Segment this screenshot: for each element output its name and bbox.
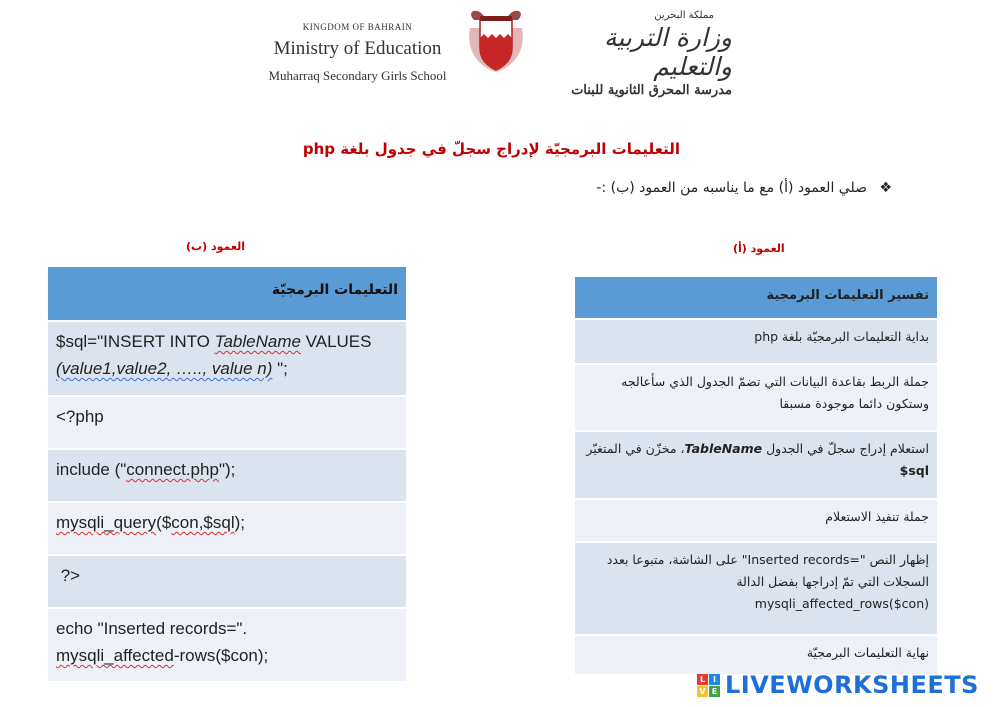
school-en: Muharraq Secondary Girls School — [268, 68, 447, 83]
code-row-include[interactable] — [48, 450, 406, 503]
explanation-row[interactable] — [575, 432, 937, 500]
code-part: <?php — [56, 407, 104, 426]
diamond-bullet-icon: ❖ — [879, 180, 892, 196]
instruction-text: صلي العمود (أ) مع ما يناسبه من العمود (ب) :- — [596, 180, 867, 196]
explanation-row[interactable] — [575, 500, 937, 543]
badge-letter: V — [697, 686, 708, 697]
liveworksheets-wordmark: LIVEWORKSHEETS — [725, 671, 979, 699]
explanation-text: Inserted records= — [747, 552, 860, 567]
school-ar: مدرسة المحرق الثانوية للبنات — [571, 83, 732, 98]
code-part: "; — [272, 359, 288, 378]
code-part: TableName — [214, 332, 301, 351]
code-part: con,$sql — [171, 513, 235, 532]
explanation-text: إظهار النص " — [859, 552, 929, 567]
explanation-text: بداية التعليمات البرمجيّة بلغة php — [754, 329, 929, 344]
explanation-row[interactable] — [575, 543, 937, 636]
code-part: connect.php — [126, 460, 219, 479]
explanation-text: جملة الربط بقاعدة البيانات التي تضمّ الجدول الذي سأعالجه وستكون دائما موجودة مسبقا — [621, 374, 929, 411]
ministry-ar: وزارة التربية والتعليم — [603, 23, 732, 81]
code-row-insert[interactable] — [48, 322, 406, 397]
code-part: mysqli_query — [56, 513, 157, 532]
explanation-text: ، مخزّن في المتغيّر — [586, 441, 685, 456]
badge-letter: I — [709, 674, 720, 685]
code-part: ); — [234, 513, 245, 532]
code-row-php-open[interactable] — [48, 397, 406, 450]
code-part: $sql="INSERT INTO — [56, 332, 215, 351]
column-a-header: تفسير التعليمات البرمجية — [575, 277, 937, 320]
ministry-en: Ministry of Education — [273, 38, 442, 59]
live-badge-icon — [697, 674, 721, 698]
explanation-row[interactable] — [575, 320, 937, 365]
code-part: -rows($con); — [173, 646, 269, 665]
worksheet-title: التعليمات البرمجيّة لإدراج سجلّ في جدول بلغة php — [302, 140, 680, 158]
explanation-text: " على الشاشة، متبوعا بعدد السجلات التي تمّ إدراجها بفضل الدالة — [606, 552, 929, 589]
code-part: ($ — [156, 513, 172, 532]
code-part: (value1,value2, ….., value n) — [56, 359, 273, 378]
code-row-echo[interactable] — [48, 609, 406, 683]
code-row-php-close[interactable] — [48, 556, 406, 609]
instruction — [596, 180, 892, 196]
code-row-query[interactable] — [48, 503, 406, 556]
code-part: VALUES — [300, 332, 372, 351]
code-part: echo "Inserted records=". — [56, 619, 248, 638]
english-header — [240, 16, 475, 84]
code-part: mysqli_affected — [56, 646, 174, 665]
bahrain-emblem-icon — [466, 8, 526, 74]
code-part: ?> — [56, 566, 81, 585]
liveworksheets-logo[interactable] — [697, 670, 997, 704]
explanation-text: جملة تنفيذ الاستعلام — [825, 509, 929, 524]
code-part: include (" — [56, 460, 127, 479]
badge-letter: E — [709, 686, 720, 697]
kingdom-en: KINGDOM OF BAHRAIN — [302, 22, 413, 32]
explanation-text: $sql — [899, 463, 929, 478]
column-b-label: العمود (ب) — [186, 240, 245, 253]
column-b-header: التعليمات البرمجيّة — [48, 267, 406, 322]
arabic-header — [532, 10, 732, 98]
column-b-table — [48, 267, 406, 683]
explanation-text: استعلام إدراج سجلّ في الجدول — [762, 441, 929, 456]
kingdom-ar: مملكة البحرين — [654, 10, 714, 21]
column-a-table — [575, 277, 937, 676]
explanation-text: نهاية التعليمات البرمجيّة — [806, 645, 929, 660]
explanation-text: TableName — [684, 441, 763, 456]
explanation-text: mysqli_affected_rows($con) — [754, 596, 929, 611]
explanation-row[interactable] — [575, 365, 937, 432]
column-a-label: العمود (أ) — [733, 242, 785, 255]
code-part: "); — [218, 460, 236, 479]
badge-letter: L — [697, 674, 708, 685]
